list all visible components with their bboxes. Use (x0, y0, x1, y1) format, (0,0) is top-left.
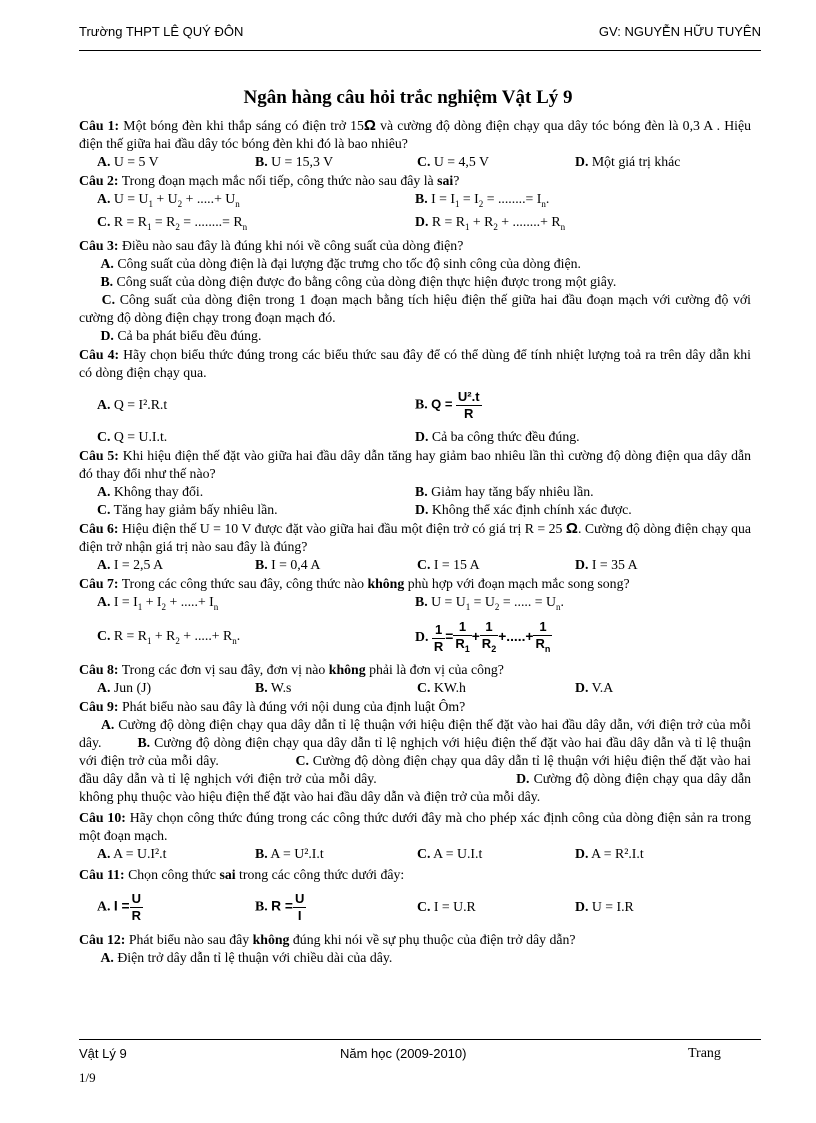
question-label: Câu 4: (79, 347, 120, 362)
option-c[interactable]: C. U = 4,5 V (417, 154, 489, 169)
option-a[interactable]: A. A = U.I².t (97, 846, 167, 861)
option-d[interactable]: D. $\frac{1}{R}$ = $\frac{1}{R_1}$ + $\frac{1}{R_2}$ +.....+ $\frac{1}{R_n}$ (415, 619, 551, 654)
option-a[interactable]: A. (100, 717, 115, 732)
question-label: Câu 5: (79, 448, 119, 463)
footer-page-number: 1/9 (79, 1070, 96, 1085)
option-a[interactable]: A. Điện trở dây dẫn tỉ lệ thuận với chiều dài của dây. (100, 950, 393, 965)
option-b[interactable]: B. R = $\frac{U}{I}$ (255, 890, 305, 923)
header-teacher: GV: NGUYỄN HỮU TUYÊN (598, 24, 761, 39)
question-text: Hãy chọn công thức đúng trong các công thức dưới đây mà cho phép xác định công của dòng điện sản ra trong một đoạn mạch. (79, 810, 751, 843)
option-c[interactable]: C. Tăng hay giảm bấy nhiêu lần. (97, 502, 278, 517)
option-d[interactable]: D. Cả ba công thức đều đúng. (415, 429, 580, 444)
option-d[interactable]: D. Cả ba phát biểu đều đúng. (100, 328, 262, 343)
option-b[interactable]: B. $U = U_1 = U_2$ = ..... = $U_n$. (415, 594, 564, 612)
question-text: Điều nào sau đây là đúng khi nói về công suất của dòng điện? (121, 238, 464, 253)
question-text: Chọn công thức (128, 867, 217, 882)
option-d[interactable]: D. $R = R_1 + R_2$ + ........+ $R_n$ (415, 214, 566, 232)
footer-subject: Vật Lý 9 (79, 1046, 127, 1061)
footer-page-label: Trang (688, 1046, 721, 1061)
question-1 (79, 117, 751, 171)
question-label: Câu 1: (79, 118, 120, 133)
option-c[interactable]: C. A = U.I.t (417, 846, 483, 861)
question-label: Câu 8: (79, 662, 119, 677)
emphasis: không (252, 932, 290, 947)
option-d[interactable]: D. Không thể xác định chính xác được. (415, 502, 632, 517)
option-b[interactable]: B. $I = I_1 = I_2$ = ........= $I_n$. (415, 191, 550, 209)
question-text: . Cường độ dòng điện chạy qua điện trở nhận giá trị nào sau đây là đúng? (79, 521, 752, 554)
option-group: A. Cường độ dòng điện chạy qua dây dẫn tỉ lệ thuận với hiệu điện thế đặt vào hai đầu dây dẫn, với điện trở của mỗi dây. B. Cường độ dòng điện chạy qua dây dẫn tỉ lệ nghịch với hiệu điện thế đặt vào hai đầu dây dẫn và tỉ lệ thuận với điện trở của mỗi dây. C. Cường độ dòng điện chạy qua dây dẫn tỉ lệ thuận với hiệu điện thế đặt vào hai đầu dây dẫn và tỉ lệ nghịch với điện trở của mỗi dây. D. Cường độ dòng điện chạy qua dây dẫn không phụ thuộc vào hiệu điện thế đặt vào hai đầu dây dẫn và điện trở của mỗi dây. (79, 717, 752, 804)
question-text: Phát biểu nào sau đây là đúng với nội dung của định luật Ôm? (121, 699, 466, 714)
option-b[interactable]: B. W.s (255, 680, 292, 695)
emphasis: sai (437, 173, 454, 188)
question-text: Một bóng đèn khi thắp sáng có điện trở 15 (123, 118, 364, 133)
question-label: Câu 11: (79, 867, 125, 882)
question-text: Trong đoạn mạch mắc nối tiếp, công thức nào sau đây là (121, 173, 434, 188)
footer-year: Năm học (2009-2010) (340, 1046, 467, 1061)
option-c[interactable]: C. Q = U.I.t. (97, 429, 168, 444)
question-label: Câu 9: (79, 699, 119, 714)
question-7 (79, 575, 751, 660)
emphasis: không (328, 662, 366, 677)
option-a[interactable]: A. Jun (J) (97, 680, 152, 695)
option-b[interactable]: B. (137, 735, 151, 750)
question-text: Hãy chọn biểu thức đúng trong các biểu thức sau đây để có thể dùng để tính nhiệt lượng toả ra trên dây dẫn khi có dòng điện chạy qua. (79, 347, 751, 380)
question-10 (79, 809, 751, 863)
ohm-symbol: Ω (565, 520, 578, 537)
option-d[interactable]: D. A = R².I.t (575, 846, 644, 861)
question-5 (79, 447, 751, 519)
question-text: Trong các đơn vị sau đây, đơn vị nào (121, 662, 326, 677)
question-3 (79, 237, 751, 345)
option-d[interactable]: D. U = I.R (575, 899, 634, 914)
option-a[interactable]: A. Q = I².R.t (97, 397, 168, 412)
question-text: Khi hiệu điện thế đặt vào giữa hai đầu dây dẫn tăng hay giảm bao nhiêu lần thì cường độ dòng điện qua dây dẫn đó thay đổi như thế nào? (79, 448, 751, 481)
question-9 (79, 698, 751, 806)
option-c[interactable]: C. Công suất của dòng điện trong 1 đoạn mạch bằng tích hiệu điện thế giữa hai đầu đoạn mạch với cường độ với cường độ dòng điện chạy trong đoạn mạch đó. (79, 292, 752, 325)
option-b[interactable]: B. A = U².I.t (255, 846, 324, 861)
option-a[interactable]: A. U = 5 V (97, 154, 159, 169)
option-b[interactable]: B. U = 15,3 V (255, 154, 334, 169)
question-list (79, 117, 751, 968)
question-4 (79, 346, 751, 446)
question-label: Câu 2: (79, 173, 119, 188)
option-d[interactable]: D. (516, 771, 530, 786)
emphasis: không (367, 576, 405, 591)
option-d[interactable]: D. V.A (575, 680, 614, 695)
question-text: phải là đơn vị của công? (369, 662, 504, 677)
footer-divider (79, 1039, 761, 1040)
question-2 (79, 172, 751, 236)
option-c[interactable]: C. (295, 753, 309, 768)
option-c[interactable]: C. I = U.R (417, 899, 476, 914)
question-punct: ? (453, 173, 460, 188)
question-text: Phát biểu nào sau đây (128, 932, 250, 947)
option-c[interactable]: C. $R = R_1 + R_2$ + .....+ $R_n$. (97, 627, 241, 646)
page-title: Ngân hàng câu hỏi trắc nghiệm Vật Lý 9 (243, 87, 573, 108)
question-12 (79, 931, 751, 967)
option-a[interactable]: A. I = $\frac{U}{R}$ (97, 890, 141, 923)
question-8 (79, 661, 751, 697)
header-school: Trường THPT LÊ QUÝ ĐÔN (79, 24, 244, 39)
question-6 (79, 520, 751, 574)
header-divider (79, 50, 761, 51)
option-b[interactable]: B. I = 0,4 A (255, 557, 321, 572)
option-d[interactable]: D. Một giá trị khác (575, 154, 681, 169)
question-11 (79, 866, 751, 930)
question-text: Hiệu điện thế U = 10 V được đặt vào giữa hai đầu một điện trở có giá trị R = 25 (121, 521, 563, 536)
option-c[interactable]: C. $R = R_1 = R_2$ = ........= $R_n$ (97, 214, 248, 232)
option-c[interactable]: C. I = 15 A (417, 557, 480, 572)
option-a[interactable]: A. Công suất của dòng điện là đại lượng đặc trưng cho tốc độ sinh công của dòng điện. (100, 256, 581, 271)
option-c[interactable]: C. KW.h (417, 680, 466, 695)
option-a[interactable]: A. $U = U_1 + U_2$ + .....+ $U_n$ (97, 191, 240, 209)
question-text: Trong các công thức sau đây, công thức nào (121, 576, 364, 591)
question-text: trong các công thức dưới đây: (239, 867, 405, 882)
option-d[interactable]: D. I = 35 A (575, 557, 638, 572)
option-b[interactable]: B. Q = $\frac{\text{U².t}}{R}$ (415, 388, 480, 421)
option-b[interactable]: B. Giảm hay tăng bấy nhiêu lần. (415, 484, 594, 499)
question-text: phù hợp với đoạn mạch mắc song song? (407, 576, 630, 591)
option-a[interactable]: A. Không thay đổi. (97, 484, 204, 499)
question-text: đúng khi nói về sự phụ thuộc của điện trở dây dẫn? (292, 932, 576, 947)
question-text: và cường độ dòng điện chạy qua dây tóc bóng đèn là 0,3 A . Hiệu điện thế giữa hai đầu dây tóc bóng đèn khi đó là bao nhiêu? (79, 118, 752, 151)
option-a[interactable]: A. $I = I_1 + I_2$ + .....+ $I_n$ (97, 594, 219, 612)
emphasis: sai (219, 867, 236, 882)
question-label: Câu 10: (79, 810, 126, 825)
question-label: Câu 6: (79, 521, 119, 536)
question-label: Câu 7: (79, 576, 119, 591)
question-label: Câu 3: (79, 238, 119, 253)
option-b[interactable]: B. Công suất của dòng điện được đo bằng công của dòng điện thực hiện được trong một giây. (100, 274, 617, 289)
ohm-symbol: Ω (363, 117, 376, 134)
question-label: Câu 12: (79, 932, 126, 947)
option-a[interactable]: A. I = 2,5 A (97, 557, 164, 572)
